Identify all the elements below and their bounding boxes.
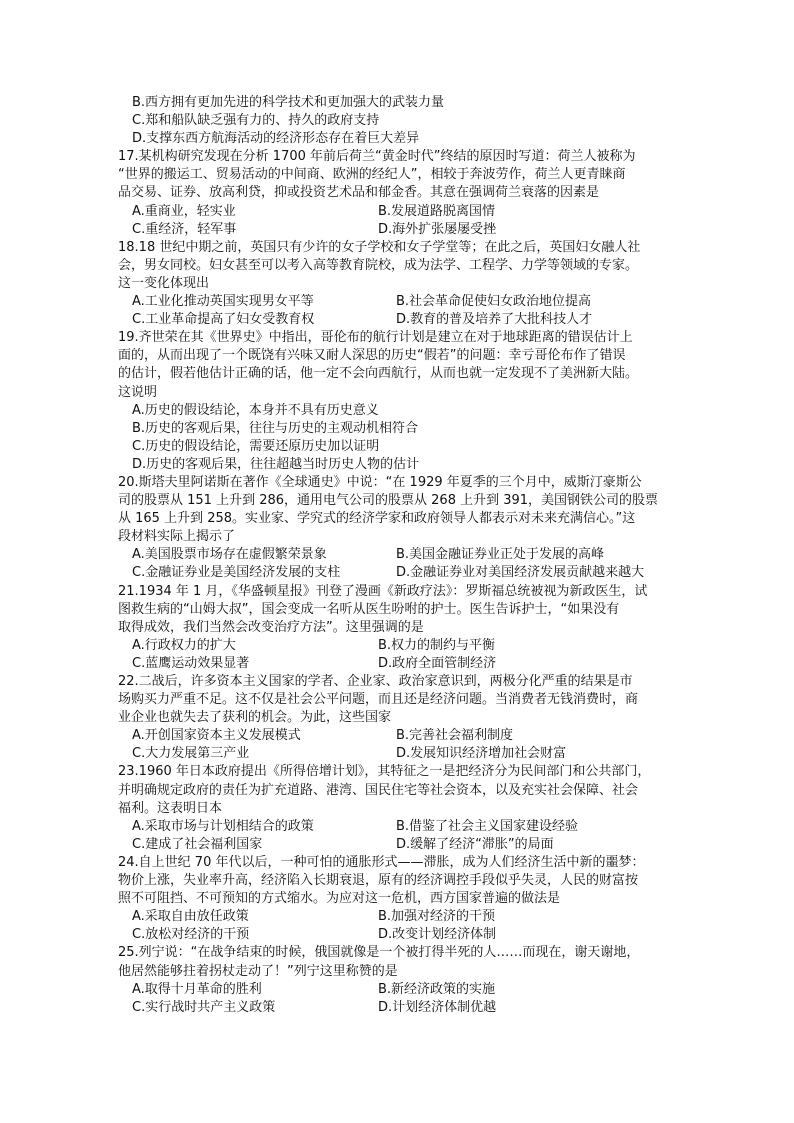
option-c: C.重经济，轻军事 <box>132 221 237 237</box>
question-stem-line: 23.1960 年日本政府提出《所得倍增计划》，其特征之一是把经济分为民间部门和公共部门， <box>118 764 651 780</box>
question-22 <box>118 673 678 763</box>
option-a: A.开创国家资本主义发展模式 <box>132 728 301 744</box>
question-25 <box>118 944 678 1016</box>
options-row <box>118 727 678 745</box>
question-18 <box>118 239 678 329</box>
option-d: D.海外扩张屡屡受挫 <box>378 221 497 237</box>
option-a: A.重商业，轻实业 <box>132 203 236 219</box>
option-d: D.教育的普及培养了大批科技人才 <box>396 312 593 328</box>
option-b: B.美国金融证券业正处于发展的高峰 <box>396 547 605 563</box>
question-stem-line: 他居然能够拄着拐杖走动了！”列宁这里称赞的是 <box>118 963 398 979</box>
options-row <box>118 546 678 564</box>
options-row <box>118 981 678 999</box>
option-d: D.发展知识经济增加社会财富 <box>396 746 567 762</box>
option-c: C.郑和船队缺乏强有力的、持久的政府支持 <box>132 113 380 129</box>
option-c: C.放松对经济的干预 <box>132 927 250 943</box>
option-c: C.建成了社会福利国家 <box>132 836 263 852</box>
option-a: A.采取市场与计划相结合的政策 <box>132 818 314 834</box>
question-stem-line: 22.二战后，许多资本主义国家的学者、企业家、政治家意识到，两极分化严重的结果是市 <box>118 674 633 689</box>
option-d: D.金融证券业对美国经济发展贡献越来越大 <box>396 565 645 581</box>
question-stem-line: 业企业也就失去了获利的机会。为此，这些国家 <box>118 710 392 726</box>
question-stem-line: 照不可阻挡、不可预知的方式缩水。为应对这一危机，西方国家普遍的做法是 <box>118 891 561 907</box>
question-stem-line: 19.齐世荣在其《世界史》中指出，哥伦布的航行计划是建立在对于地球距离的错误估计上 <box>118 330 633 346</box>
option-c: C.历史的假设结论，需要还原历史加以证明 <box>132 438 380 454</box>
question-stem-line: 物价上涨，失业率升高，经济陷入长期衰退，原有的经济调控手段似乎失灵，人民的财富按 <box>118 873 639 889</box>
options-row <box>118 655 678 673</box>
question-stem-line: 17.某机构研究发现在分析 1700 年前后荷兰“黄金时代”终结的原因时写道：荷兰人被称为 <box>118 149 636 165</box>
options-row <box>118 293 678 311</box>
options-row <box>118 818 678 836</box>
question-17 <box>118 148 678 238</box>
question-stem-line: 福利。这表明日本 <box>118 800 223 816</box>
options-row <box>118 637 678 655</box>
option-d: D.支撑东西方航海活动的经济形态存在着巨大差异 <box>132 131 420 147</box>
question-stem-line: 场购买力严重不足。这不仅是社会公平问题，而且还是经济问题。当消费者无钱消费时，商 <box>118 692 639 708</box>
question-21 <box>118 583 678 673</box>
option-d: D.历史的客观后果，往往超越当时历史人物的估计 <box>132 456 420 472</box>
question-stem-line: 段材料实际上揭示了 <box>118 529 236 545</box>
options-row <box>118 203 678 221</box>
question-stem-line: 24.自上世纪 70 年代以后，一种可怕的通胀形式——滞胀，成为人们经济生活中新的噩梦： <box>118 854 645 870</box>
option-d: D.改变计划经济体制 <box>378 927 497 943</box>
options-row <box>118 908 678 926</box>
option-a: A.历史的假设结论，本身并不具有历史意义 <box>132 402 379 418</box>
options-row <box>118 836 678 854</box>
question-20 <box>118 474 678 583</box>
option-b: B.发展道路脱离国情 <box>378 203 496 219</box>
exam-page <box>118 94 678 1017</box>
question-stem-line: 品交易、证券、放高利贷，抑或投资艺术品和郁金香。其意在强调荷兰衰落的因素是 <box>118 185 600 201</box>
option-b: B.加强对经济的干预 <box>378 909 496 925</box>
question-stem-line: 20.斯塔夫里阿诺斯在著作《全球通史》中说：“在 1929 年夏季的三个月中，威斯汀豪斯公 <box>118 474 642 490</box>
question-stem-line: “世界的搬运工、贸易活动的中间商、欧洲的经纪人”，相较于奔波劳作，荷兰人更青睐商 <box>118 167 626 183</box>
question-stem-line: 取得成效，我们当然会改变治疗方法”。这里强调的是 <box>118 619 424 635</box>
question-stem-line: 会，男女同校。妇女甚至可以考入高等教育院校，成为法学、工程学、力学等领域的专家。 <box>118 257 639 273</box>
option-b: B.新经济政策的实施 <box>378 981 496 997</box>
option-c: C.大力发展第三产业 <box>132 746 250 762</box>
option-d: D.缓解了经济“滞胀”的局面 <box>396 836 554 852</box>
option-b: B.完善社会福利制度 <box>396 728 514 744</box>
option-b: B.西方拥有更加先进的科学技术和更加强大的武装力量 <box>132 95 445 110</box>
option-a: A.工业化推动英国实现男女平等 <box>132 294 314 310</box>
question-stem-line: 这说明 <box>118 384 158 400</box>
option-a: A.取得十月革命的胜利 <box>132 981 262 997</box>
options-row <box>118 999 678 1017</box>
question-stem-line: 这一变化体现出 <box>118 275 210 291</box>
question-stem-line: 25.列宁说：“在战争结束的时候，俄国就像是一个被打得半死的人……而现在，谢天谢地， <box>118 945 640 961</box>
option-c: C.实行战时共产主义政策 <box>132 999 276 1015</box>
options-row <box>118 564 678 582</box>
question-24 <box>118 854 678 944</box>
question-23 <box>118 763 678 853</box>
options-row <box>118 311 678 329</box>
option-b: B.社会革命促使妇女政治地位提高 <box>396 294 592 310</box>
question-stem-line: 司的股票从 151 上升到 286，通用电气公司的股票从 268 上升到 391，美国钢铁公司的股票 <box>118 493 659 509</box>
option-d: D.政府全面管制经济 <box>378 655 497 671</box>
option-b: B.历史的客观后果，往往与历史的主观动机相符合 <box>132 420 419 436</box>
question-stem-line: 面的，从而出现了一个既饶有兴味又耐人深思的历史“假若”的问题：幸亏哥伦布作了错误 <box>118 348 626 364</box>
question-stem-line: 的估计，假若他估计正确的话，他一定不会向西航行，从而也就一定发现不了美洲新大陆。 <box>118 366 639 382</box>
option-c: C.工业革命提高了妇女受教育权 <box>132 312 315 328</box>
option-a: A.行政权力的扩大 <box>132 637 236 653</box>
option-b: B.权力的制约与平衡 <box>378 637 496 653</box>
question-stem-line: 18.18 世纪中期之前，英国只有少许的女子学校和女子学堂等；在此之后，英国妇女融人社 <box>118 239 641 255</box>
options-row <box>118 221 678 239</box>
option-b: B.借鉴了社会主义国家建设经验 <box>396 818 579 834</box>
options-row <box>118 745 678 763</box>
option-a: A.美国股票市场存在虚假繁荣景象 <box>132 547 327 563</box>
option-c: C.蓝鹰运动效果显著 <box>132 655 250 671</box>
option-a: A.采取自由放任政策 <box>132 909 249 925</box>
option-c: C.金融证券业是美国经济发展的支柱 <box>132 565 341 581</box>
option-d: D.计划经济体制优越 <box>378 999 497 1015</box>
question-stem-line: 21.1934 年 1 月，《华盛顿星报》刊登了漫画《新政疗法》：罗斯福总统被视为新政医生，试 <box>118 583 648 599</box>
options-row <box>118 926 678 944</box>
previous-question-options <box>118 94 678 148</box>
question-stem-line: 从 165 上升到 258。实业家、学究式的经济学家和政府领导人都表示对未来充满信心。”这 <box>118 511 636 527</box>
question-stem-line: 并明确规定政府的责任为扩充道路、港湾、国民住宅等社会资本，以及充实社会保障、社会 <box>118 782 639 798</box>
question-19 <box>118 329 678 474</box>
question-stem-line: 图救生病的“山姆大叔”，国会变成一名听从医生吩咐的护士。医生告诉护士，“如果没有 <box>118 601 620 617</box>
